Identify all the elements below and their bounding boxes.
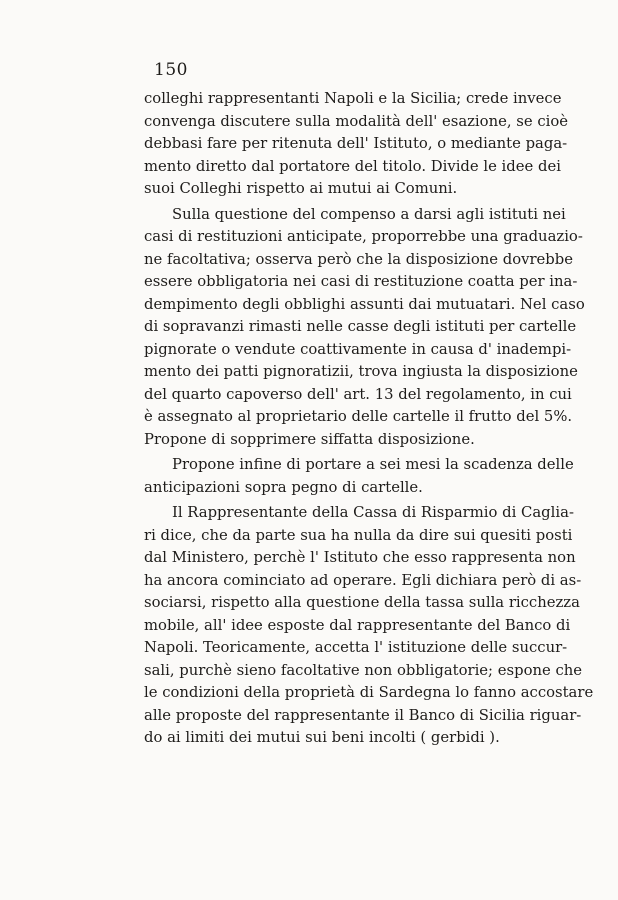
text-line: casi di restituzioni anticipate, proporrebbe una graduazio- [144, 228, 583, 245]
paragraph [144, 88, 569, 201]
text-line: colleghi rappresentanti Napoli e la Sicilia; crede invece [144, 90, 562, 107]
text-line: ne facoltativa; osserva però che la disposizione dovrebbe [144, 250, 573, 268]
text-line: do ai limiti dei mutui sui beni incolti ( gerbidi ). [144, 729, 500, 746]
text-line: mobile, all' idee esposte dal rappresentante del Banco di [144, 616, 571, 634]
text-line: è assegnato al proprietario delle cartelle il frutto del 5%. [144, 408, 573, 425]
text-line: dempimento degli obblighi assunti dai mutuatari. Nel caso [144, 295, 585, 313]
text-line: dal Ministero, perchè l' Istituto che esso rappresenta non [144, 549, 576, 566]
text-line: alle proposte del rappresentante il Banco di Sicilia riguar- [144, 706, 582, 724]
text-line: convenga discutere sulla modalità dell' esazione, se cioè [144, 112, 569, 130]
text-line: di sopravanzi rimasti nelle casse degli istituti per cartelle [144, 318, 577, 335]
text-line: sali, purchè sieno facoltative non obbligatorie; espone che [144, 661, 583, 679]
text-line: Propone di sopprimere siffatta disposizione. [144, 430, 475, 448]
paragraph [144, 204, 585, 452]
text-line: suoi Colleghi rispetto ai mutui ai Comuni. [144, 180, 458, 197]
paragraph [144, 502, 594, 750]
text-line: anticipazioni sopra pegno di cartelle. [144, 478, 423, 496]
page-number: 150 [154, 60, 188, 80]
body-text [144, 88, 594, 750]
text-line: ha ancora cominciato ad operare. Egli dichiara però di as- [144, 571, 582, 589]
text-line: sociarsi, rispetto alla questione della tassa sulla ricchezza [144, 594, 580, 611]
text-line: debbasi fare per ritenuta dell' Istituto, o mediante paga- [144, 135, 568, 152]
text-line: essere obbligatoria nei casi di restituzione coatta per ina- [144, 273, 578, 290]
text-line: Propone infine di portare a sei mesi la scadenza delle [172, 456, 574, 473]
text-line: del quarto capoverso dell' art. 13 del regolamento, in cui [144, 385, 572, 403]
text-line: Napoli. Teoricamente, accetta l' istituzione delle succur- [144, 639, 568, 656]
text-line: ri dice, che da parte sua ha nulla da dire sui quesiti posti [144, 526, 573, 544]
text-line: Il Rappresentante della Cassa di Risparmio di Caglia- [172, 504, 574, 521]
text-line: mento dei patti pignoratizii, trova ingiusta la disposizione [144, 363, 578, 380]
paragraph [144, 454, 574, 499]
text-line: Sulla questione del compenso a darsi agli istituti nei [172, 205, 566, 223]
text-line: le condizioni della proprietà di Sardegna lo fanno accostare [144, 684, 594, 701]
text-line: mento diretto dal portatore del titolo. Divide le idee dei [144, 157, 561, 175]
text-line: pignorate o vendute coattivamente in causa d' inadempi- [144, 340, 572, 358]
